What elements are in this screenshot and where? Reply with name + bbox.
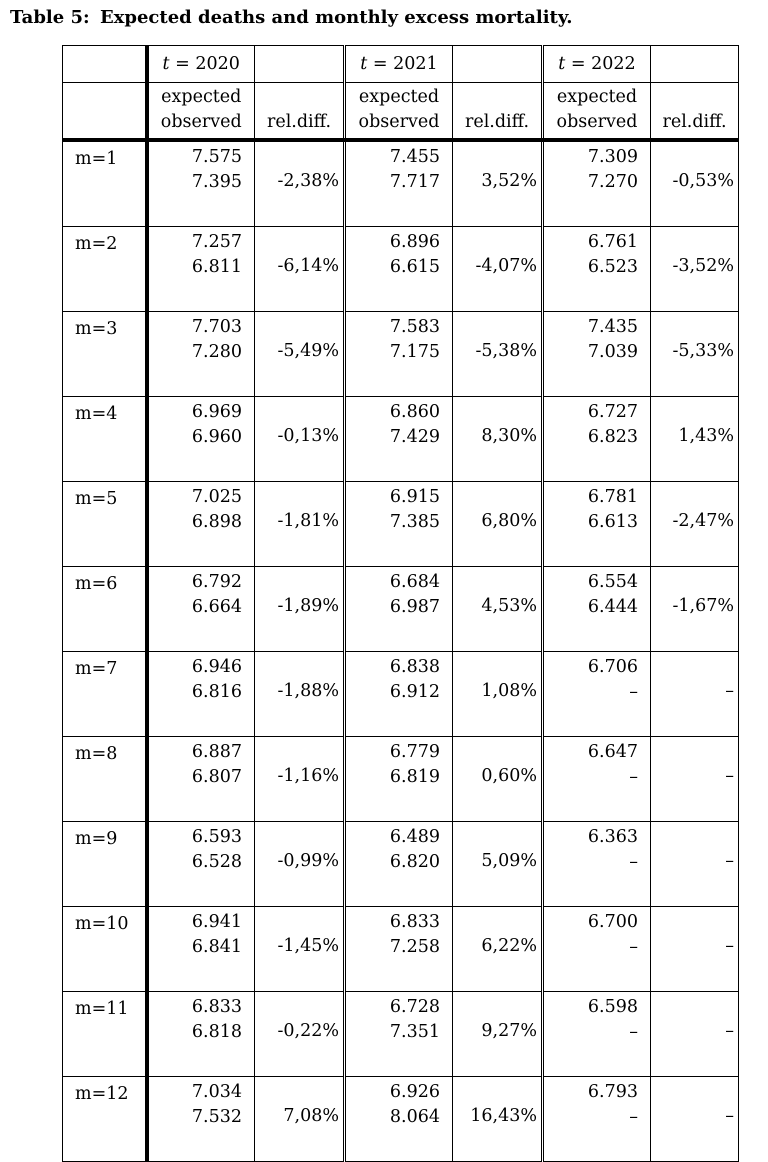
expected-observed-cell bbox=[147, 907, 255, 992]
reldiff-header: rel.diff. bbox=[651, 83, 739, 141]
expected-value: 6.684 bbox=[389, 572, 440, 592]
reldiff-cell: 9,27% bbox=[453, 992, 543, 1077]
table-row bbox=[63, 397, 739, 482]
month-cell: m=5 bbox=[63, 482, 147, 567]
reldiff-cell: – bbox=[651, 907, 739, 992]
expected-value: 6.833 bbox=[389, 912, 440, 932]
expected-observed-cell bbox=[345, 737, 453, 822]
expected-observed-cell bbox=[345, 482, 453, 567]
reldiff-cell: -2,38% bbox=[255, 140, 345, 227]
year-header-2020: t = 2020 bbox=[147, 46, 255, 83]
month-cell: m=7 bbox=[63, 652, 147, 737]
table-row bbox=[63, 822, 739, 907]
expected-observed-cell bbox=[543, 567, 651, 652]
expected-observed-cell bbox=[345, 227, 453, 312]
reldiff-cell: -1,67% bbox=[651, 567, 739, 652]
observed-value: – bbox=[629, 852, 638, 872]
observed-value: 7.258 bbox=[389, 937, 440, 957]
expected-observed-cell bbox=[345, 907, 453, 992]
month-cell: m=4 bbox=[63, 397, 147, 482]
observed-value: 7.280 bbox=[191, 342, 242, 362]
expected-observed-cell bbox=[147, 227, 255, 312]
expected-value: 6.727 bbox=[587, 402, 638, 422]
month-cell: m=9 bbox=[63, 822, 147, 907]
expected-observed-cell bbox=[543, 482, 651, 567]
expected-value: 6.593 bbox=[191, 827, 242, 847]
reldiff-cell: – bbox=[651, 822, 739, 907]
observed-value: 7.429 bbox=[389, 427, 440, 447]
table-row bbox=[63, 737, 739, 822]
reldiff-cell: 6,22% bbox=[453, 907, 543, 992]
caption-text: Expected deaths and monthly excess mortality. bbox=[99, 7, 573, 28]
reldiff-cell: 8,30% bbox=[453, 397, 543, 482]
expected-value: 6.792 bbox=[191, 572, 242, 592]
observed-value: 6.615 bbox=[389, 257, 440, 277]
expected-value: 6.946 bbox=[191, 657, 242, 677]
reldiff-cell: -5,49% bbox=[255, 312, 345, 397]
observed-value: – bbox=[629, 937, 638, 957]
expected-value: 6.761 bbox=[587, 232, 638, 252]
reldiff-cell: -1,89% bbox=[255, 567, 345, 652]
month-cell: m=2 bbox=[63, 227, 147, 312]
observed-value: 7.175 bbox=[389, 342, 440, 362]
reldiff-cell: -4,07% bbox=[453, 227, 543, 312]
observed-value: 6.912 bbox=[389, 682, 440, 702]
column-header-row bbox=[63, 83, 739, 141]
observed-value: 7.270 bbox=[587, 172, 638, 192]
expected-value: 6.700 bbox=[587, 912, 638, 932]
expected-observed-cell bbox=[147, 482, 255, 567]
expected-observed-cell bbox=[147, 737, 255, 822]
expected-value: 6.969 bbox=[191, 402, 242, 422]
observed-value: 6.960 bbox=[191, 427, 242, 447]
expected-value: 6.647 bbox=[587, 742, 638, 762]
expected-value: 6.833 bbox=[191, 997, 242, 1017]
observed-value: 7.351 bbox=[389, 1022, 440, 1042]
mortality-table bbox=[62, 45, 739, 1162]
expected-observed-header: expected observed bbox=[543, 83, 651, 141]
expected-value: 6.926 bbox=[389, 1082, 440, 1102]
table-row bbox=[63, 907, 739, 992]
expected-value: 6.915 bbox=[389, 487, 440, 507]
observed-value: 6.819 bbox=[389, 767, 440, 787]
expected-observed-cell bbox=[147, 140, 255, 227]
reldiff-cell: -1,81% bbox=[255, 482, 345, 567]
observed-value: 6.523 bbox=[587, 257, 638, 277]
reldiff-cell: -1,88% bbox=[255, 652, 345, 737]
table-row bbox=[63, 227, 739, 312]
expected-value: 6.896 bbox=[389, 232, 440, 252]
observed-value: 6.820 bbox=[389, 852, 440, 872]
reldiff-cell: -0,13% bbox=[255, 397, 345, 482]
observed-value: – bbox=[629, 682, 638, 702]
expected-value: 7.575 bbox=[191, 147, 242, 167]
month-cell: m=12 bbox=[63, 1077, 147, 1162]
expected-value: 7.025 bbox=[191, 487, 242, 507]
observed-value: 6.444 bbox=[587, 597, 638, 617]
reldiff-cell: -1,45% bbox=[255, 907, 345, 992]
expected-observed-cell bbox=[147, 1077, 255, 1162]
table-row bbox=[63, 567, 739, 652]
expected-value: 6.598 bbox=[587, 997, 638, 1017]
reldiff-cell: 3,52% bbox=[453, 140, 543, 227]
expected-value: 7.455 bbox=[389, 147, 440, 167]
expected-value: 6.860 bbox=[389, 402, 440, 422]
observed-value: 6.818 bbox=[191, 1022, 242, 1042]
observed-value: 6.898 bbox=[191, 512, 242, 532]
expected-observed-cell bbox=[543, 652, 651, 737]
observed-value: 6.664 bbox=[191, 597, 242, 617]
reldiff-cell: 5,09% bbox=[453, 822, 543, 907]
expected-observed-cell bbox=[345, 1077, 453, 1162]
reldiff-cell: -5,33% bbox=[651, 312, 739, 397]
reldiff-cell: – bbox=[651, 1077, 739, 1162]
reldiff-header: rel.diff. bbox=[453, 83, 543, 141]
expected-observed-cell bbox=[345, 652, 453, 737]
year-header-2021: t = 2021 bbox=[345, 46, 453, 83]
expected-value: 7.257 bbox=[191, 232, 242, 252]
expected-observed-cell bbox=[345, 822, 453, 907]
table-row bbox=[63, 140, 739, 227]
reldiff-cell: 1,43% bbox=[651, 397, 739, 482]
observed-value: 8.064 bbox=[389, 1107, 440, 1127]
expected-value: 6.728 bbox=[389, 997, 440, 1017]
expected-observed-cell bbox=[543, 397, 651, 482]
expected-observed-cell bbox=[543, 1077, 651, 1162]
expected-observed-cell bbox=[147, 567, 255, 652]
expected-observed-cell bbox=[543, 992, 651, 1077]
year-header-spacer bbox=[651, 46, 739, 83]
month-header-cell bbox=[63, 83, 147, 141]
observed-value: – bbox=[629, 1022, 638, 1042]
expected-value: 6.779 bbox=[389, 742, 440, 762]
expected-observed-cell bbox=[543, 227, 651, 312]
expected-value: 7.583 bbox=[389, 317, 440, 337]
table-row bbox=[63, 312, 739, 397]
observed-value: 7.039 bbox=[587, 342, 638, 362]
year-header-2022: t = 2022 bbox=[543, 46, 651, 83]
month-cell: m=10 bbox=[63, 907, 147, 992]
expected-observed-cell bbox=[345, 567, 453, 652]
reldiff-cell: 4,53% bbox=[453, 567, 543, 652]
expected-value: 6.489 bbox=[389, 827, 440, 847]
expected-value: 7.435 bbox=[587, 317, 638, 337]
corner-cell bbox=[63, 46, 147, 83]
observed-value: 6.811 bbox=[191, 257, 242, 277]
observed-value: 6.823 bbox=[587, 427, 638, 447]
reldiff-cell: -3,52% bbox=[651, 227, 739, 312]
table-row bbox=[63, 652, 739, 737]
expected-observed-cell bbox=[345, 312, 453, 397]
expected-observed-header: expected observed bbox=[345, 83, 453, 141]
observed-value: 7.532 bbox=[191, 1107, 242, 1127]
reldiff-cell: -6,14% bbox=[255, 227, 345, 312]
expected-value: 6.706 bbox=[587, 657, 638, 677]
reldiff-cell: 7,08% bbox=[255, 1077, 345, 1162]
expected-observed-cell bbox=[543, 822, 651, 907]
table-row bbox=[63, 992, 739, 1077]
month-cell: m=1 bbox=[63, 140, 147, 227]
reldiff-header: rel.diff. bbox=[255, 83, 345, 141]
reldiff-cell: – bbox=[651, 992, 739, 1077]
expected-observed-cell bbox=[147, 312, 255, 397]
year-header-row bbox=[63, 46, 739, 83]
observed-value: 6.987 bbox=[389, 597, 440, 617]
observed-value: 6.613 bbox=[587, 512, 638, 532]
expected-observed-cell bbox=[543, 312, 651, 397]
expected-value: 7.034 bbox=[191, 1082, 242, 1102]
reldiff-cell: -0,99% bbox=[255, 822, 345, 907]
observed-value: 7.385 bbox=[389, 512, 440, 532]
expected-value: 7.309 bbox=[587, 147, 638, 167]
expected-value: 6.781 bbox=[587, 487, 638, 507]
expected-value: 6.363 bbox=[587, 827, 638, 847]
reldiff-cell: -0,53% bbox=[651, 140, 739, 227]
reldiff-cell: -1,16% bbox=[255, 737, 345, 822]
reldiff-cell: -5,38% bbox=[453, 312, 543, 397]
table-caption bbox=[10, 7, 573, 28]
month-cell: m=3 bbox=[63, 312, 147, 397]
expected-value: 7.703 bbox=[191, 317, 242, 337]
table-row bbox=[63, 482, 739, 567]
expected-observed-cell bbox=[147, 397, 255, 482]
expected-value: 6.887 bbox=[191, 742, 242, 762]
year-header-spacer bbox=[453, 46, 543, 83]
reldiff-cell: -2,47% bbox=[651, 482, 739, 567]
expected-observed-cell bbox=[345, 140, 453, 227]
expected-observed-cell bbox=[345, 397, 453, 482]
expected-observed-cell bbox=[543, 737, 651, 822]
expected-observed-cell bbox=[345, 992, 453, 1077]
reldiff-cell: 0,60% bbox=[453, 737, 543, 822]
month-cell: m=8 bbox=[63, 737, 147, 822]
expected-observed-cell bbox=[147, 652, 255, 737]
reldiff-cell: 6,80% bbox=[453, 482, 543, 567]
expected-value: 6.554 bbox=[587, 572, 638, 592]
expected-observed-cell bbox=[147, 992, 255, 1077]
observed-value: 6.816 bbox=[191, 682, 242, 702]
expected-observed-cell bbox=[543, 140, 651, 227]
expected-value: 6.838 bbox=[389, 657, 440, 677]
expected-observed-cell bbox=[543, 907, 651, 992]
observed-value: 6.807 bbox=[191, 767, 242, 787]
caption-label: Table 5: bbox=[10, 7, 90, 28]
reldiff-cell: 16,43% bbox=[453, 1077, 543, 1162]
reldiff-cell: – bbox=[651, 737, 739, 822]
expected-value: 6.941 bbox=[191, 912, 242, 932]
year-header-spacer bbox=[255, 46, 345, 83]
reldiff-cell: – bbox=[651, 652, 739, 737]
expected-value: 6.793 bbox=[587, 1082, 638, 1102]
month-cell: m=11 bbox=[63, 992, 147, 1077]
expected-observed-header: expected observed bbox=[147, 83, 255, 141]
reldiff-cell: -0,22% bbox=[255, 992, 345, 1077]
month-cell: m=6 bbox=[63, 567, 147, 652]
observed-value: 7.395 bbox=[191, 172, 242, 192]
expected-observed-cell bbox=[147, 822, 255, 907]
observed-value: – bbox=[629, 767, 638, 787]
observed-value: 6.528 bbox=[191, 852, 242, 872]
table-row bbox=[63, 1077, 739, 1162]
observed-value: – bbox=[629, 1107, 638, 1127]
reldiff-cell: 1,08% bbox=[453, 652, 543, 737]
observed-value: 7.717 bbox=[389, 172, 440, 192]
observed-value: 6.841 bbox=[191, 937, 242, 957]
